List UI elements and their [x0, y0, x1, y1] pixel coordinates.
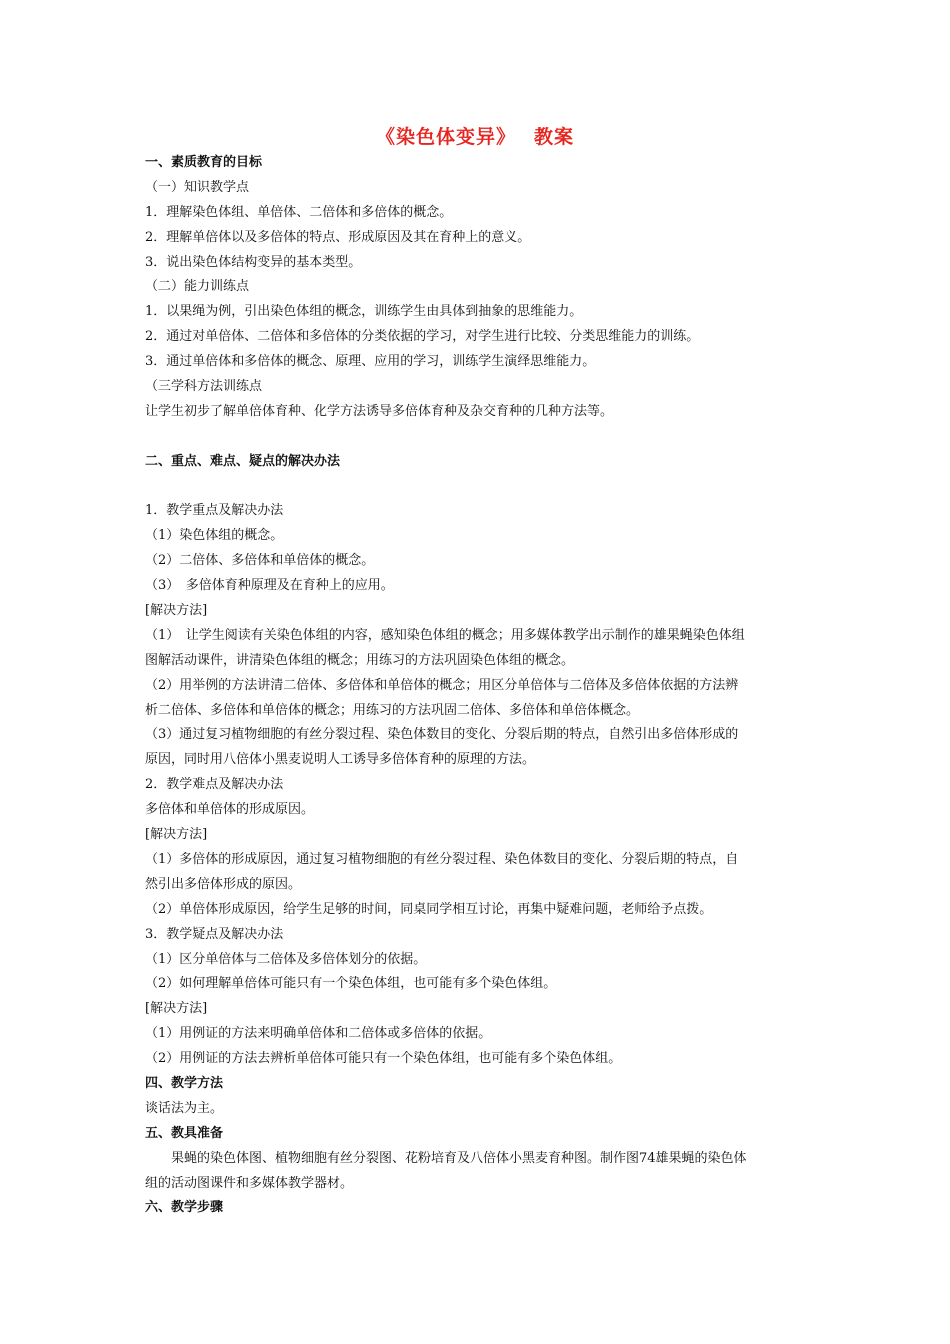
section-heading: 一、素质教育的目标: [145, 155, 263, 170]
text-line: （2）如何理解单倍体可能只有一个染色体组，也可能有多个染色体组。: [145, 976, 557, 992]
text-line: （2）用例证的方法去辨析单倍体可能只有一个染色体组，也可能有多个染色体组。: [145, 1051, 622, 1067]
blank-line: [145, 425, 813, 450]
text-line: 图解活动课件，讲清染色体组的概念；用练习的方法巩固染色体组的概念。: [145, 652, 575, 668]
text-line: （2）二倍体、多倍体和单倍体的概念。: [145, 553, 375, 569]
text-line: 2．通过对单倍体、二倍体和多倍体的分类依据的学习，对学生进行比较、分类思维能力的训练。: [145, 329, 700, 345]
text-line: （三学科方法训练点: [145, 379, 263, 395]
text-line: （二）能力训练点: [145, 279, 250, 295]
text-line: （1）区分单倍体与二倍体及多倍体划分的依据。: [145, 951, 427, 967]
text-line: 3．教学疑点及解决办法: [145, 926, 284, 942]
text-line: （2）用举例的方法讲清二倍体、多倍体和单倍体的概念；用区分单倍体与二倍体及多倍体依据的方法辨: [145, 677, 739, 693]
section-heading: 六、教学步骤: [145, 1200, 224, 1216]
text-line: 让学生初步了解单倍体育种、化学方法诱导多倍体育种及杂交育种的几种方法等。: [145, 403, 614, 419]
document-body: [145, 151, 813, 1221]
text-line: 析二倍体、多倍体和单倍体的概念；用练习的方法巩固二倍体、多倍体和单倍体概念。: [145, 702, 640, 718]
text-line: [解决方法]: [145, 603, 208, 619]
text-line: 然引出多倍体形成的原因。: [145, 876, 302, 892]
text-line: 多倍体和单倍体的形成原因。: [145, 802, 315, 818]
text-line: 原因，同时用八倍体小黑麦说明人工诱导多倍体育种的原理的方法。: [145, 752, 536, 768]
text-line: （1） 让学生阅读有关染色体组的内容，感知染色体组的概念；用多媒体教学出示制作的雄果蝇染色体组: [145, 627, 745, 643]
section-heading: 四、教学方法: [145, 1075, 224, 1091]
text-line: （2）单倍体形成原因，给学生足够的时间，同桌同学相互讨论，再集中疑难问题，老师给予点拨。: [145, 901, 713, 917]
text-line: （1）用例证的方法来明确单倍体和二倍体或多倍体的依据。: [145, 1026, 492, 1042]
blank-line: [145, 475, 813, 500]
text-line: 1．以果绳为例，引出染色体组的概念，训练学生由具体到抽象的思维能力。: [145, 304, 583, 320]
document-title: 《染色体变异》 教案: [375, 126, 575, 148]
text-line: （一）知识教学点: [145, 179, 250, 195]
text-line: 1．教学重点及解决办法: [145, 503, 284, 519]
text-line: 2．教学难点及解决办法: [145, 777, 284, 793]
text-line: （3） 多倍体育种原理及在育种上的应用。: [145, 578, 394, 594]
text-line: （3）通过复习植物细胞的有丝分裂过程、染色体数目的变化、分裂后期的特点，自然引出多倍体形成的: [145, 727, 739, 743]
section-heading: 二、重点、难点、疑点的解决办法: [145, 453, 341, 469]
text-line: 1．理解染色体组、单倍体、二倍体和多倍体的概念。: [145, 204, 453, 220]
text-line: [解决方法]: [145, 827, 208, 843]
text-line: 果蝇的染色体图、植物细胞有丝分裂图、花粉培育及八倍体小黑麦育种图。制作图74雄果蝇的染色体: [171, 1150, 747, 1166]
text-line: （1）多倍体的形成原因，通过复习植物细胞的有丝分裂过程、染色体数目的变化、分裂后期的特点，自: [145, 851, 739, 867]
text-line: （1）染色体组的概念。: [145, 528, 284, 544]
text-line: [解决方法]: [145, 1001, 208, 1017]
text-line: 组的活动图课件和多媒体教学器材。: [145, 1175, 354, 1191]
text-line: 谈话法为主。: [145, 1100, 224, 1116]
text-line: 3．通过单倍体和多倍体的概念、原理、应用的学习，训练学生演绎思维能力。: [145, 354, 596, 370]
text-line: 3．说出染色体结构变异的基本类型。: [145, 254, 362, 270]
text-line: 2．理解单倍体以及多倍体的特点、形成原因及其在育种上的意义。: [145, 229, 531, 245]
section-heading: 五、教具准备: [145, 1125, 224, 1141]
